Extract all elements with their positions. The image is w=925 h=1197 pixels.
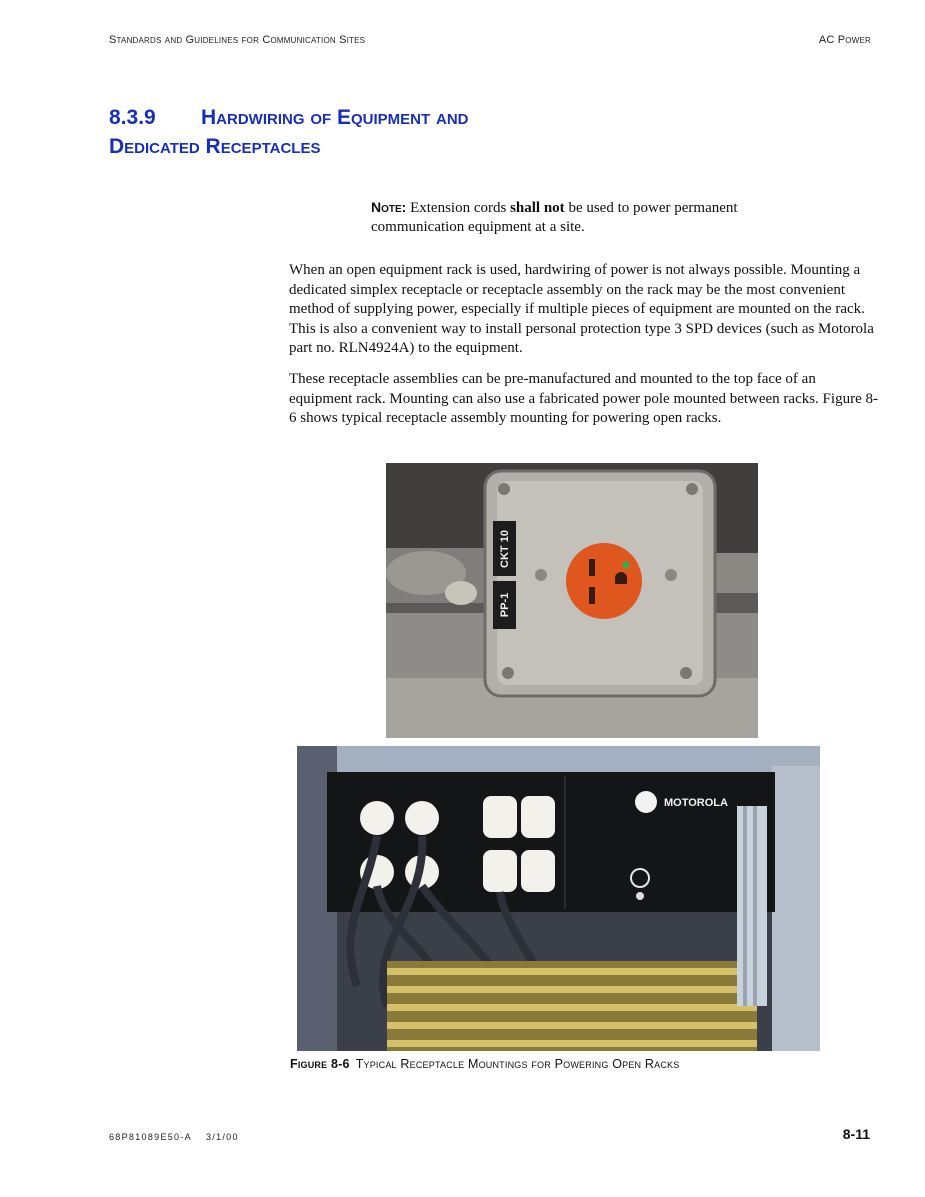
rack-brand-label: MOTOROLA: [664, 797, 728, 809]
body-paragraph-2: These receptacle assemblies can be pre-manufactured and mounted to the top face of an equipment rack. Mounting can also use a fabricated power pole mounted between racks. Figure 8-6 shows typical receptacle assembly mounting for powering open racks.: [289, 371, 878, 427]
section-heading: [109, 103, 709, 161]
figure-caption-text: Typical Receptacle Mountings for Powering Open Racks: [355, 1057, 680, 1071]
motorola-logo-icon: [635, 791, 657, 813]
page-number: 8-11: [842, 1126, 870, 1142]
note-block: [371, 198, 811, 237]
figure-caption: [290, 1057, 890, 1071]
section-title-line2: Dedicated Receptacles: [109, 135, 321, 158]
figure-label: Figure 8-6: [290, 1057, 350, 1071]
note-emphasis: shall not: [510, 200, 565, 216]
note-label: Note:: [371, 199, 407, 215]
rack-receptacle-assembly-photo: [297, 746, 820, 1051]
running-header: [109, 34, 871, 50]
orange-receptacle-icon: [566, 543, 642, 619]
body-paragraph-1: When an open equipment rack is used, hardwiring of power is not always possible. Mounting a dedicated simplex receptacle or receptacle assembly on the rack may be the most convenient method of supplying power, especially if multiple pieces of equipment are mounted on the rack. This is also a convenient way to install personal protection type 3 SPD devices (such as Motorola part no. RLN4924A) to the equipment.: [289, 262, 874, 357]
footer-date: 3/1/00: [205, 1132, 239, 1142]
note-text-before: Extension cords: [406, 200, 511, 216]
header-document-title: Standards and Guidelines for Communication Sites: [109, 34, 366, 46]
header-chapter-title: AC Power: [818, 34, 871, 46]
panel-label: PP-1: [498, 592, 511, 618]
simplex-receptacle-photo: [386, 463, 758, 738]
section-title-line1: Hardwiring of Equipment and: [201, 106, 469, 129]
footer-doc-id: 68P81089E50-A: [109, 1132, 192, 1142]
footer-document-info: [109, 1132, 239, 1142]
circuit-label: CKT 10: [498, 530, 511, 568]
section-number: 8.3.9: [109, 106, 156, 129]
note-text-after: be used to power permanent communication equipment at a site.: [371, 200, 738, 235]
